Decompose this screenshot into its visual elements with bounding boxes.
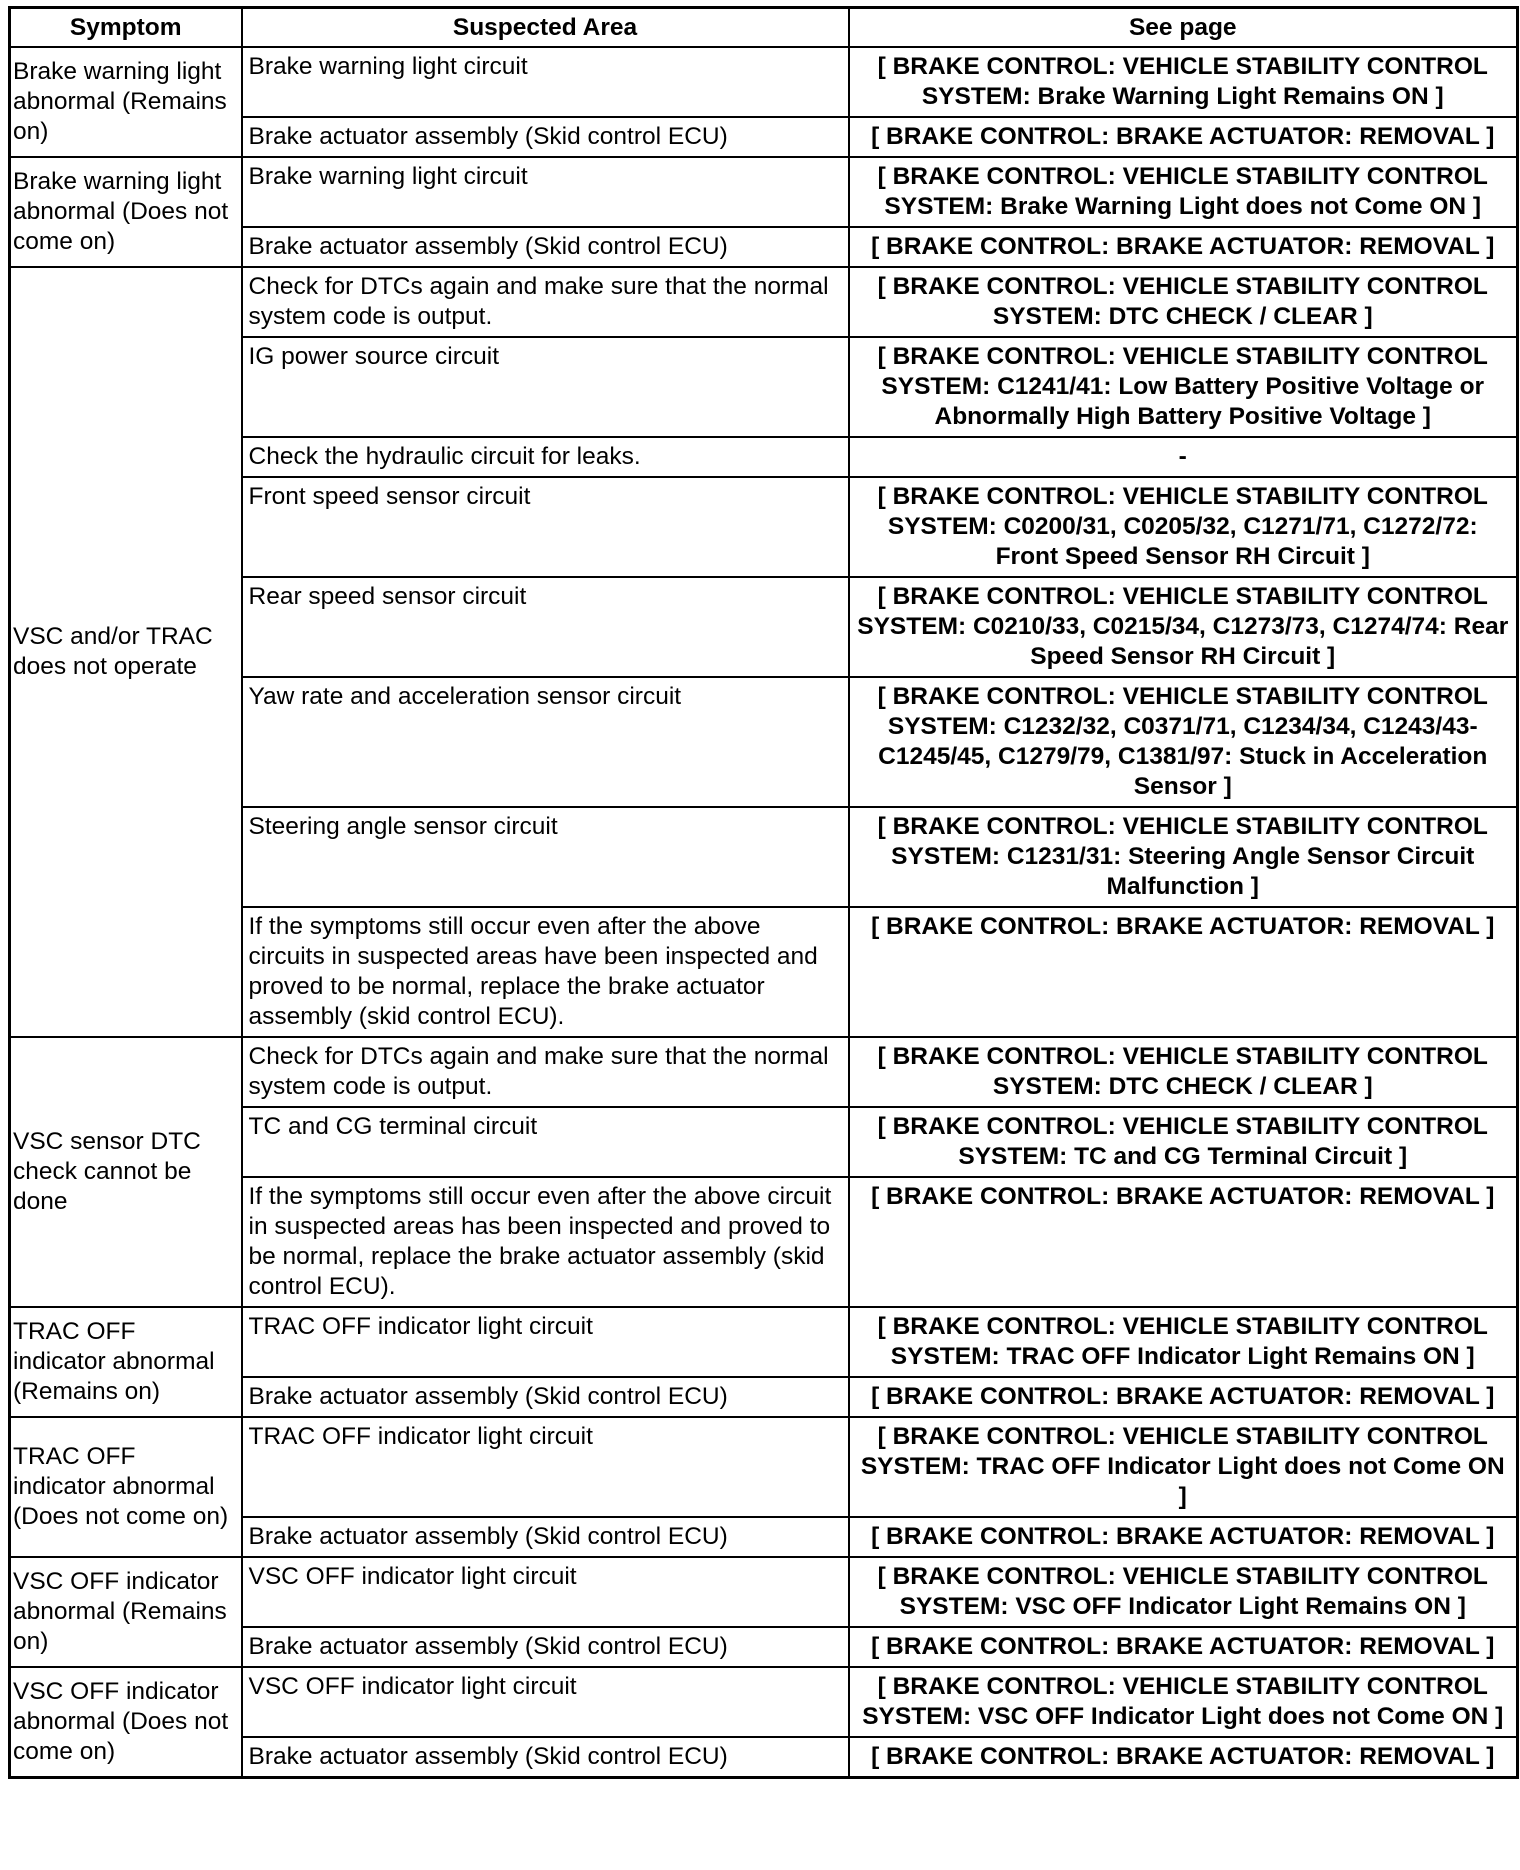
see-page-reference[interactable]: [ BRAKE CONTROL: VEHICLE STABILITY CONTROL SYSTEM: Brake Warning Light Remains ON ] xyxy=(849,47,1518,117)
table-body xyxy=(10,47,1518,1778)
suspected-area-cell: IG power source circuit xyxy=(242,337,849,437)
see-page-reference[interactable]: [ BRAKE CONTROL: BRAKE ACTUATOR: REMOVAL ] xyxy=(849,227,1518,267)
table-row xyxy=(10,1667,1518,1737)
table-row xyxy=(10,1037,1518,1107)
see-page-reference[interactable]: [ BRAKE CONTROL: VEHICLE STABILITY CONTROL SYSTEM: TC and CG Terminal Circuit ] xyxy=(849,1107,1518,1177)
symptom-cell: VSC OFF indicator abnormal (Remains on) xyxy=(10,1557,242,1667)
table-row xyxy=(10,1307,1518,1377)
table-row xyxy=(10,1557,1518,1627)
suspected-area-cell: TRAC OFF indicator light circuit xyxy=(242,1417,849,1517)
see-page-reference[interactable]: [ BRAKE CONTROL: VEHICLE STABILITY CONTROL SYSTEM: DTC CHECK / CLEAR ] xyxy=(849,267,1518,337)
see-page-reference[interactable]: [ BRAKE CONTROL: VEHICLE STABILITY CONTROL SYSTEM: VSC OFF Indicator Light does not Come ON ] xyxy=(849,1667,1518,1737)
see-page-reference[interactable]: [ BRAKE CONTROL: BRAKE ACTUATOR: REMOVAL ] xyxy=(849,117,1518,157)
symptom-cell: VSC and/or TRAC does not operate xyxy=(10,267,242,1037)
header-symptom: Symptom xyxy=(10,8,242,48)
see-page-reference[interactable]: [ BRAKE CONTROL: BRAKE ACTUATOR: REMOVAL ] xyxy=(849,1737,1518,1778)
see-page-reference[interactable]: [ BRAKE CONTROL: VEHICLE STABILITY CONTROL SYSTEM: C1232/32, C0371/71, C1234/34, C1243/43-C1245/45, C1279/79, C1381/97: Stuck in Acceleration Sensor ] xyxy=(849,677,1518,807)
see-page-reference[interactable]: [ BRAKE CONTROL: VEHICLE STABILITY CONTROL SYSTEM: TRAC OFF Indicator Light Remains ON ] xyxy=(849,1307,1518,1377)
see-page-reference[interactable]: [ BRAKE CONTROL: BRAKE ACTUATOR: REMOVAL ] xyxy=(849,1517,1518,1557)
suspected-area-cell: Brake actuator assembly (Skid control ECU) xyxy=(242,227,849,267)
suspected-area-cell: TRAC OFF indicator light circuit xyxy=(242,1307,849,1377)
symptom-cell: VSC OFF indicator abnormal (Does not come on) xyxy=(10,1667,242,1778)
header-row xyxy=(10,8,1518,48)
table-row xyxy=(10,47,1518,117)
table-row xyxy=(10,267,1518,337)
problem-symptoms-table-container xyxy=(8,6,1516,1779)
see-page-reference[interactable]: [ BRAKE CONTROL: VEHICLE STABILITY CONTROL SYSTEM: VSC OFF Indicator Light Remains ON ] xyxy=(849,1557,1518,1627)
suspected-area-cell: Rear speed sensor circuit xyxy=(242,577,849,677)
table-row xyxy=(10,157,1518,227)
suspected-area-cell: Steering angle sensor circuit xyxy=(242,807,849,907)
symptom-cell: Brake warning light abnormal (Does not come on) xyxy=(10,157,242,267)
suspected-area-cell: Yaw rate and acceleration sensor circuit xyxy=(242,677,849,807)
see-page-reference[interactable]: [ BRAKE CONTROL: VEHICLE STABILITY CONTROL SYSTEM: C1241/41: Low Battery Positive Voltage or Abnormally High Battery Positive Voltage ] xyxy=(849,337,1518,437)
see-page-reference[interactable]: [ BRAKE CONTROL: VEHICLE STABILITY CONTROL SYSTEM: Brake Warning Light does not Come ON ] xyxy=(849,157,1518,227)
suspected-area-cell: VSC OFF indicator light circuit xyxy=(242,1667,849,1737)
problem-symptoms-table xyxy=(8,6,1519,1779)
suspected-area-cell: VSC OFF indicator light circuit xyxy=(242,1557,849,1627)
see-page-reference[interactable]: [ BRAKE CONTROL: VEHICLE STABILITY CONTROL SYSTEM: C0200/31, C0205/32, C1271/71, C1272/72: Front Speed Sensor RH Circuit ] xyxy=(849,477,1518,577)
suspected-area-cell: Brake actuator assembly (Skid control ECU) xyxy=(242,1377,849,1417)
see-page-reference[interactable]: [ BRAKE CONTROL: BRAKE ACTUATOR: REMOVAL ] xyxy=(849,1627,1518,1667)
table-row xyxy=(10,1417,1518,1517)
suspected-area-cell: Brake actuator assembly (Skid control ECU) xyxy=(242,117,849,157)
see-page-reference[interactable]: - xyxy=(849,437,1518,477)
suspected-area-cell: Brake actuator assembly (Skid control ECU) xyxy=(242,1517,849,1557)
suspected-area-cell: If the symptoms still occur even after the above circuits in suspected areas have been inspected and proved to be normal, replace the brake actuator assembly (skid control ECU). xyxy=(242,907,849,1037)
suspected-area-cell: Brake actuator assembly (Skid control ECU) xyxy=(242,1737,849,1778)
suspected-area-cell: Brake warning light circuit xyxy=(242,157,849,227)
see-page-reference[interactable]: [ BRAKE CONTROL: VEHICLE STABILITY CONTROL SYSTEM: DTC CHECK / CLEAR ] xyxy=(849,1037,1518,1107)
suspected-area-cell: Front speed sensor circuit xyxy=(242,477,849,577)
see-page-reference[interactable]: [ BRAKE CONTROL: VEHICLE STABILITY CONTROL SYSTEM: TRAC OFF Indicator Light does not Come ON ] xyxy=(849,1417,1518,1517)
see-page-reference[interactable]: [ BRAKE CONTROL: VEHICLE STABILITY CONTROL SYSTEM: C1231/31: Steering Angle Sensor Circuit Malfunction ] xyxy=(849,807,1518,907)
see-page-reference[interactable]: [ BRAKE CONTROL: BRAKE ACTUATOR: REMOVAL ] xyxy=(849,1377,1518,1417)
symptom-cell: VSC sensor DTC check cannot be done xyxy=(10,1037,242,1307)
suspected-area-cell: TC and CG terminal circuit xyxy=(242,1107,849,1177)
symptom-cell: TRAC OFF indicator abnormal (Remains on) xyxy=(10,1307,242,1417)
see-page-reference[interactable]: [ BRAKE CONTROL: BRAKE ACTUATOR: REMOVAL ] xyxy=(849,907,1518,1037)
symptom-cell: Brake warning light abnormal (Remains on) xyxy=(10,47,242,157)
symptom-cell: TRAC OFF indicator abnormal (Does not come on) xyxy=(10,1417,242,1557)
suspected-area-cell: Check for DTCs again and make sure that the normal system code is output. xyxy=(242,267,849,337)
suspected-area-cell: Brake actuator assembly (Skid control ECU) xyxy=(242,1627,849,1667)
header-see-page: See page xyxy=(849,8,1518,48)
suspected-area-cell: Check the hydraulic circuit for leaks. xyxy=(242,437,849,477)
suspected-area-cell: Check for DTCs again and make sure that the normal system code is output. xyxy=(242,1037,849,1107)
suspected-area-cell: If the symptoms still occur even after the above circuit in suspected areas has been inspected and proved to be normal, replace the brake actuator assembly (skid control ECU). xyxy=(242,1177,849,1307)
see-page-reference[interactable]: [ BRAKE CONTROL: VEHICLE STABILITY CONTROL SYSTEM: C0210/33, C0215/34, C1273/73, C1274/74: Rear Speed Sensor RH Circuit ] xyxy=(849,577,1518,677)
header-suspected-area: Suspected Area xyxy=(242,8,849,48)
see-page-reference[interactable]: [ BRAKE CONTROL: BRAKE ACTUATOR: REMOVAL ] xyxy=(849,1177,1518,1307)
suspected-area-cell: Brake warning light circuit xyxy=(242,47,849,117)
